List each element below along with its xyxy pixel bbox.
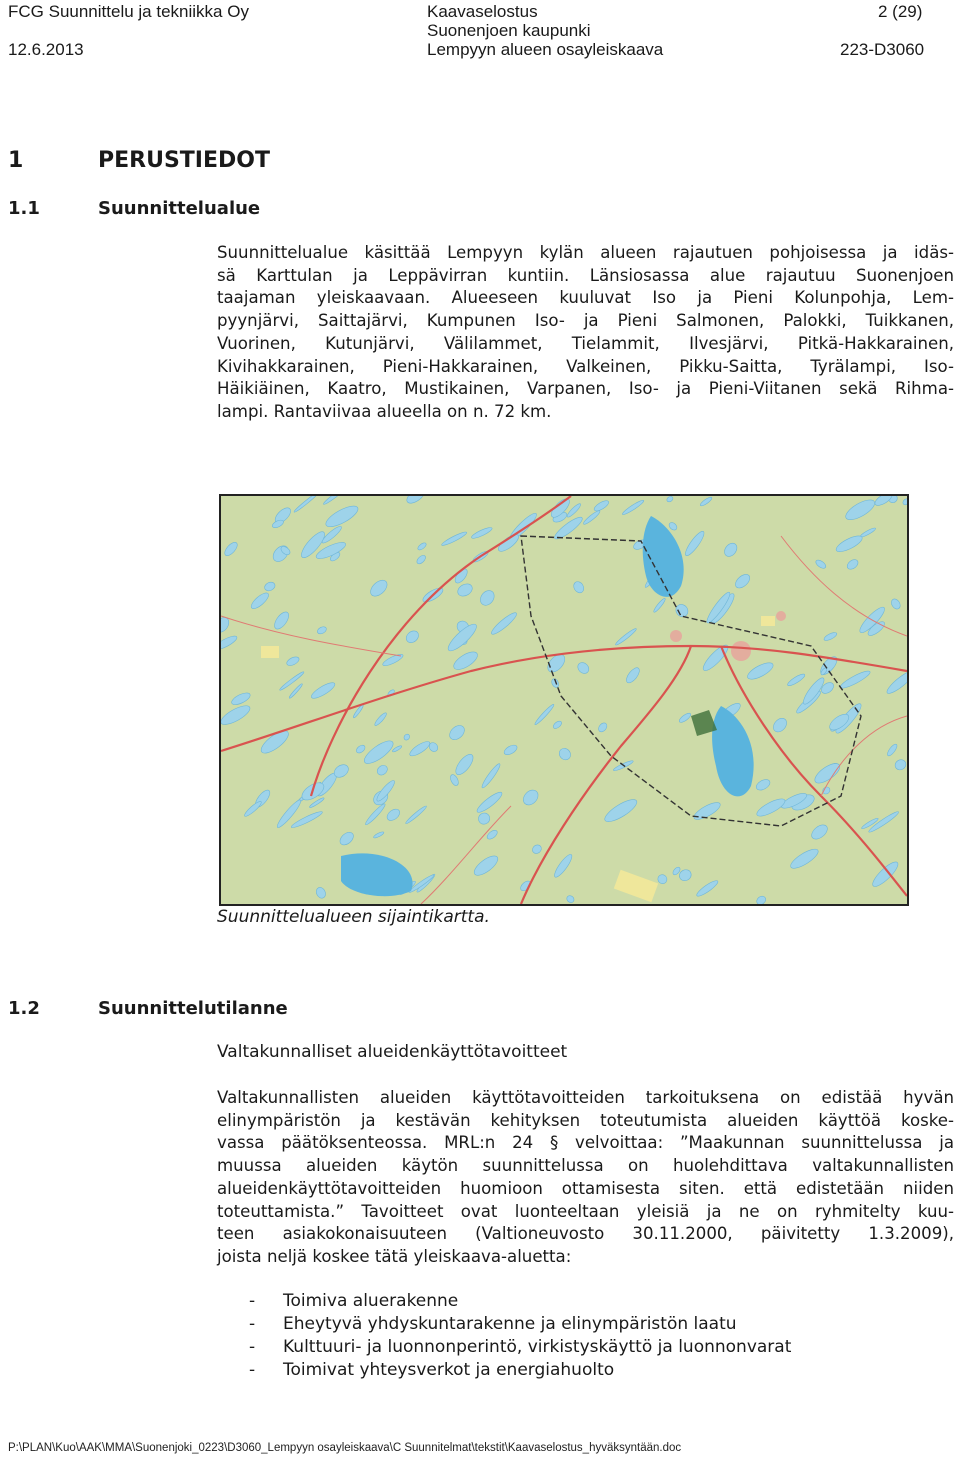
header-doc-id: 223-D3060: [840, 40, 925, 59]
header-doc-type: Kaavaselostus: [427, 2, 538, 21]
section-title: Suunnittelutilanne: [98, 998, 288, 1019]
paragraph-line: Suunnittelualue käsittää Lempyyn kylän alueen rajautuen pohjoisessa ja idäs-: [217, 243, 954, 262]
list-item: [249, 1313, 791, 1336]
paragraph-line: vassa päätöksenteossa. MRL:n 24 § velvoittaa: ”Maakunnan suunnittelussa ja: [217, 1133, 954, 1153]
map-caption: Suunnittelualueen sijaintikartta.: [217, 907, 490, 927]
list-item-text: Toimiva aluerakenne: [283, 1291, 459, 1311]
dash-bullet: -: [249, 1337, 256, 1357]
header-company: FCG Suunnittelu ja tekniikka Oy: [8, 2, 249, 21]
header-date: 12.6.2013: [8, 40, 84, 59]
paragraph-line: taajaman yleiskaavaan. Alueeseen kuuluvat Iso ja Pieni Kolunpohja, Lem-: [217, 288, 954, 308]
paragraph-line: toteuttamista.” Tavoitteet ovat luonteeltaan yleisiä ja ne on ryhmitelty kuu-: [217, 1201, 954, 1221]
dash-bullet: -: [249, 1291, 256, 1311]
section-number: 1.1: [8, 198, 40, 219]
paragraph-line: Valtakunnallisten alueiden käyttötavoitteiden tarkoituksena on edistää hyvän: [217, 1088, 954, 1107]
subheading-national-goals: Valtakunnalliset alueidenkäyttötavoitteet: [217, 1042, 568, 1062]
section-title: PERUSTIEDOT: [98, 148, 270, 173]
header-page-number: 2 (29): [878, 2, 923, 21]
list-item: [249, 1336, 791, 1359]
list-item-text: Eheytyvä yhdyskuntarakenne ja elinympäristön laatu: [283, 1314, 737, 1334]
paragraph-line: joista neljä koskee tätä yleiskaava-aluetta:: [217, 1246, 572, 1266]
footer-file-path: P:\PLAN\Kuo\AAK\MMA\Suonenjoki_0223\D3060_Lempyyn osayleiskaava\C Suunnitelmat\tekstit\Kaavaselostus_hyväksyntään.doc: [8, 1442, 682, 1454]
location-map: [219, 494, 909, 906]
section-number: 1.2: [8, 998, 40, 1019]
dash-bullet: -: [249, 1314, 256, 1334]
header-client: Suonenjoen kaupunki: [427, 21, 591, 40]
dash-bullet: -: [249, 1360, 256, 1380]
list-item-text: Kulttuuri- ja luonnonperintö, virkistyskäyttö ja luonnonvarat: [283, 1337, 792, 1357]
paragraph-line: pyynjärvi, Saittajärvi, Kumpunen Iso- ja Pieni Salmonen, Palokki, Tuikkanen,: [217, 311, 954, 331]
paragraph-line: Vuorinen, Kutunjärvi, Välilammet, Tielammit, Ilvesjärvi, Pitkä-Hakkarainen,: [217, 333, 954, 353]
paragraph-line: Kivihakkarainen, Pieni-Hakkarainen, Valkeinen, Pikku-Saitta, Tyrälampi, Iso-: [217, 356, 954, 376]
paragraph-line: elinympäristön ja kestävän kehityksen toteutumista alueiden käyttöä koske-: [217, 1110, 954, 1130]
location-map-graphic: [221, 496, 907, 904]
section-1-heading: [8, 148, 270, 173]
section-1-2-heading: [8, 998, 288, 1019]
list-item-text: Toimivat yhteysverkot ja energiahuolto: [283, 1360, 615, 1380]
goals-list: [249, 1290, 791, 1382]
list-item: [249, 1290, 791, 1313]
paragraph-line: teen asiakokonaisuuteen (Valtioneuvosto 30.11.2000, päivitetty 1.3.2009),: [217, 1224, 954, 1244]
paragraph-line: sä Karttulan ja Leppävirran kuntiin. Länsiosassa alue rajautuu Suonenjoen: [217, 265, 954, 285]
paragraph-line: alueidenkäyttötavoitteiden huomioon ottamisesta siten. että edistetään niiden: [217, 1178, 954, 1198]
national-goals-paragraph: [217, 1087, 954, 1269]
header-project: Lempyyn alueen osayleiskaava: [427, 40, 664, 59]
planning-area-paragraph: [217, 242, 954, 424]
paragraph-line: muussa alueiden käytön suunnittelussa on huolehdittava valtakunnallisten: [217, 1156, 954, 1176]
section-number: 1: [8, 148, 24, 173]
paragraph-line: lampi. Rantaviivaa alueella on n. 72 km.: [217, 401, 552, 421]
paragraph-line: Häikiäinen, Kaatro, Mustikainen, Varpanen, Iso- ja Pieni-Viitanen sekä Rihma-: [217, 379, 954, 399]
section-title: Suunnittelualue: [98, 198, 261, 219]
section-1-1-heading: [8, 198, 260, 219]
list-item: [249, 1359, 791, 1382]
